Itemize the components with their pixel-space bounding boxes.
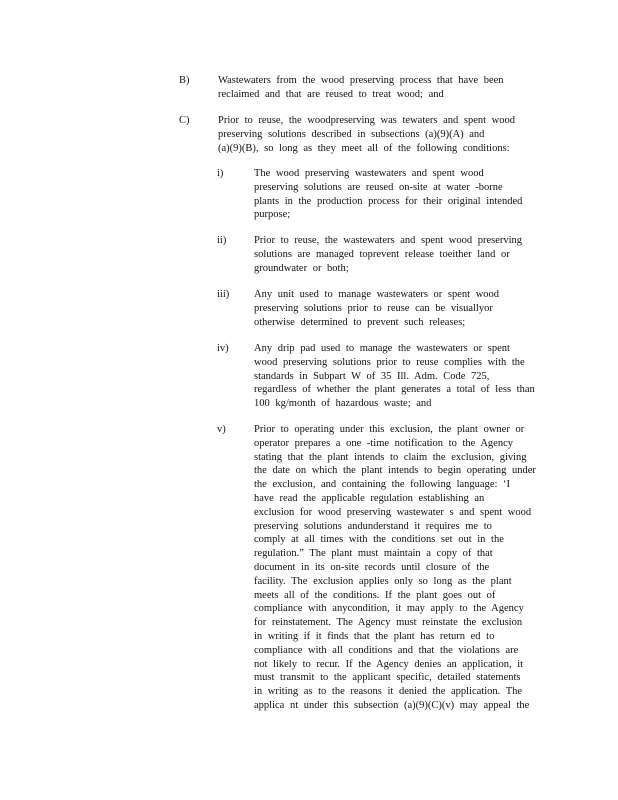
text-line: standards in Subpart W of 35 Ill. Adm. Code 725, — [254, 370, 490, 382]
text-line: for reinstatement. The Agency must reinstate the exclusion — [254, 617, 523, 629]
text-line: document in its on-site records until closure of the — [254, 561, 490, 573]
text-line: applica nt under this subsection (a)(9)(C)(v) may appeal the — [254, 699, 530, 711]
subitem-label: iii) — [217, 289, 230, 300]
text-line: preserving solutions andunderstand it requires me to — [254, 520, 492, 532]
item-label: B) — [179, 75, 190, 86]
text-line: (a)(9)(B), so long as they meet all of the following conditions: — [218, 142, 510, 154]
text-line: preserving solutions prior to reuse can be visuallyor — [254, 302, 493, 314]
text-line: wood preserving solutions prior to reuse complies with the — [254, 356, 525, 368]
text-line: regulation.” The plant must maintain a copy of that — [254, 548, 493, 560]
text-line: facility. The exclusion applies only so long as the plant — [254, 575, 512, 587]
text-line: Prior to operating under this exclusion, the plant owner or — [254, 424, 525, 435]
text-line: compliance with all conditions and that the violations are — [254, 644, 519, 656]
text-line: regardless of whether the plant generates a total of less than — [254, 384, 535, 396]
subitem-text — [254, 167, 522, 222]
text-line: operator prepares a one -time notification to the Agency — [254, 437, 513, 449]
text-line: The wood preserving wastewaters and spent wood — [254, 168, 484, 179]
text-line: comply at all times with the conditions set out in the — [254, 534, 504, 546]
subitem-label: ii) — [217, 235, 227, 246]
text-line: plants in the production process for their original intended — [254, 195, 523, 207]
text-line: meets all of the conditions. If the plant goes out of — [254, 589, 496, 601]
text-line: Any drip pad used to manage the wastewaters or spent — [254, 343, 510, 354]
text-line: solutions are managed toprevent release toeither land or — [254, 248, 510, 260]
subitem-label: iv) — [217, 343, 229, 354]
text-line: purpose; — [254, 209, 291, 221]
text-line: compliance with anycondition, it may apply to the Agency — [254, 603, 524, 615]
text-line: exclusion for wood preserving wastewater s and spent wood — [254, 506, 532, 518]
text-line: Prior to reuse, the wastewaters and spent wood preserving — [254, 235, 523, 246]
subitem-text — [254, 342, 535, 411]
text-line: otherwise determined to prevent such releases; — [254, 316, 466, 328]
text-line: the exclusion, and containing the following language: ‘I — [254, 479, 511, 491]
text-line: must transmit to the applicant specific, detailed statements — [254, 672, 521, 684]
subitem-label: v) — [217, 424, 226, 435]
text-line: Any unit used to manage wastewaters or spent wood — [254, 289, 500, 300]
subitem-text — [254, 288, 499, 329]
subitem-label: i) — [217, 168, 224, 179]
text-line: in writing if it finds that the plant has return ed to — [254, 630, 495, 642]
text-line: preserving solutions are reused on-site at water -borne — [254, 181, 503, 193]
item-text — [218, 74, 504, 102]
text-line: groundwater or both; — [254, 262, 349, 274]
text-line: 100 kg/month of hazardous waste; and — [254, 398, 432, 410]
text-line: have read the applicable regulation establishing an — [254, 492, 485, 504]
item-label: C) — [179, 115, 190, 126]
text-line: Wastewaters from the wood preserving process that have been — [218, 75, 504, 86]
text-line: not likely to recur. If the Agency denies an application, it — [254, 658, 524, 670]
text-line: preserving solutions described in subsections (a)(9)(A) and — [218, 128, 485, 140]
text-line: stating that the plant intends to claim the exclusion, giving — [254, 451, 527, 463]
item-text — [218, 114, 515, 155]
subitem-text — [254, 234, 522, 275]
text-line: the date on which the plant intends to begin operating under — [254, 465, 536, 477]
subitem-text — [254, 423, 536, 713]
text-line: reclaimed and that are reused to treat wood; and — [218, 88, 444, 100]
text-line: Prior to reuse, the woodpreserving was tewaters and spent wood — [218, 115, 516, 126]
text-line: in writing as to the reasons it denied the application. The — [254, 686, 523, 698]
